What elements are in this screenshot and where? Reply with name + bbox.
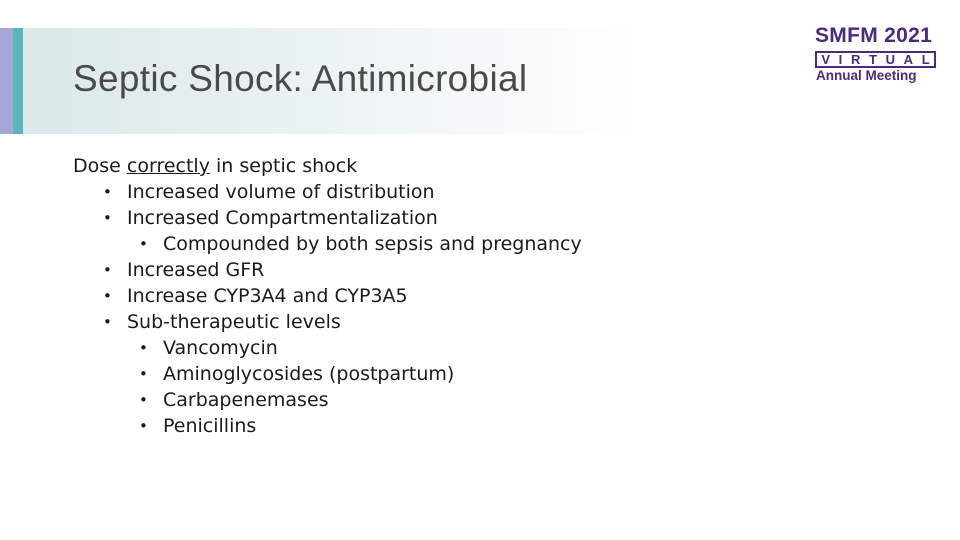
bullet-icon: • bbox=[103, 183, 112, 201]
bullet-item bbox=[73, 309, 582, 335]
bullet-item bbox=[73, 205, 582, 231]
bullet-icon: • bbox=[139, 417, 148, 435]
sub-bullet-item bbox=[73, 361, 582, 387]
bullet-icon: • bbox=[139, 235, 148, 253]
bullet-list bbox=[73, 179, 582, 439]
bullet-icon: • bbox=[139, 365, 148, 383]
bullet-icon: • bbox=[103, 287, 112, 305]
logo-virtual-bar bbox=[815, 51, 936, 68]
bullet-text: Compounded by both sepsis and pregnancy bbox=[163, 233, 582, 255]
bullet-icon: • bbox=[139, 391, 148, 409]
bullet-text: Increased Compartmentalization bbox=[127, 207, 438, 229]
logo-letter: I bbox=[838, 52, 843, 67]
bullet-text: Increased volume of distribution bbox=[127, 181, 435, 203]
bullet-icon: • bbox=[103, 261, 112, 279]
bullet-icon: • bbox=[103, 313, 112, 331]
bullet-text: Vancomycin bbox=[163, 337, 278, 359]
bullet-item bbox=[73, 179, 582, 205]
bullet-text: Penicillins bbox=[163, 415, 257, 437]
bullet-text: Carbapenemases bbox=[163, 389, 329, 411]
intro-prefix: Dose bbox=[73, 155, 127, 177]
accent-bar-teal bbox=[13, 28, 23, 134]
bullet-icon: • bbox=[139, 339, 148, 357]
sub-bullet-item bbox=[73, 413, 582, 439]
smfm-logo bbox=[812, 24, 936, 86]
bullet-text: Increase CYP3A4 and CYP3A5 bbox=[127, 285, 408, 307]
sub-bullet-item bbox=[73, 335, 582, 361]
bullet-item bbox=[73, 283, 582, 309]
intro-line bbox=[73, 153, 582, 179]
sub-bullet-item bbox=[73, 387, 582, 413]
logo-line3: Annual Meeting bbox=[816, 68, 917, 83]
slide-title: Septic Shock: Antimicrobial bbox=[73, 58, 528, 99]
sub-bullet-item bbox=[73, 231, 582, 257]
intro-suffix: in septic shock bbox=[209, 155, 358, 177]
slide-body bbox=[73, 153, 582, 439]
logo-letter: V bbox=[821, 52, 830, 67]
bullet-text: Sub-therapeutic levels bbox=[127, 311, 341, 333]
bullet-icon: • bbox=[103, 209, 112, 227]
accent-bar-purple bbox=[0, 28, 13, 134]
bullet-item bbox=[73, 257, 582, 283]
logo-letter: T bbox=[868, 52, 877, 67]
logo-letter: R bbox=[850, 52, 861, 67]
logo-line1: SMFM 2021 bbox=[815, 24, 933, 47]
logo-letter: U bbox=[885, 52, 895, 67]
intro-emphasis: correctly bbox=[126, 155, 210, 177]
bullet-text: Aminoglycosides (postpartum) bbox=[163, 363, 455, 385]
logo-letter: L bbox=[921, 52, 930, 67]
logo-letter: A bbox=[903, 52, 914, 67]
bullet-text: Increased GFR bbox=[127, 259, 265, 281]
